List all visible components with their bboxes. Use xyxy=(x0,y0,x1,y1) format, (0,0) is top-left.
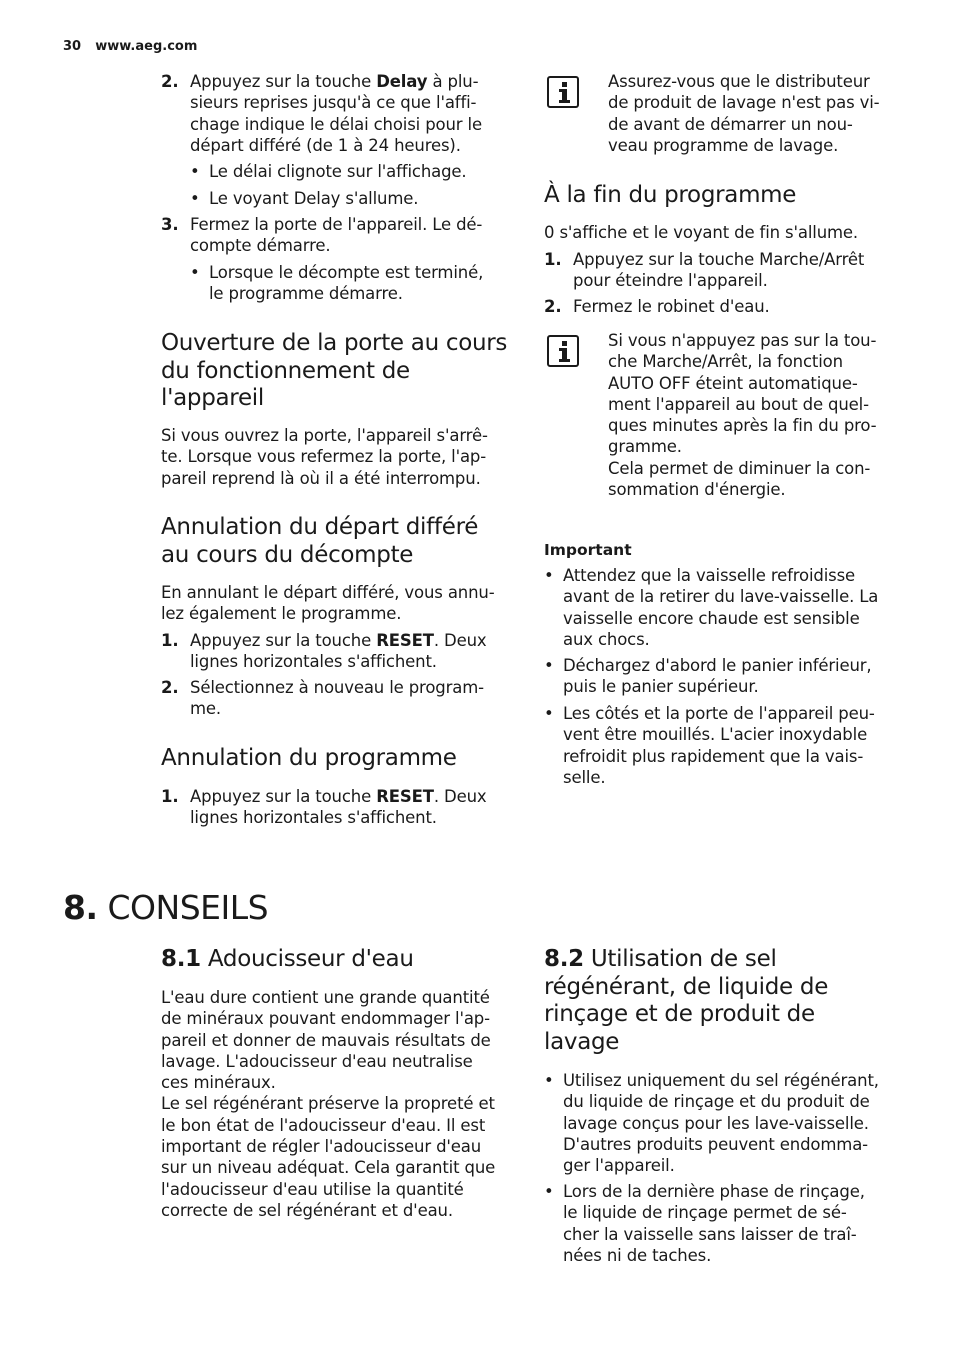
chapter-title: CONSEILS xyxy=(107,888,269,927)
info-note-auto-off: Si vous n'appuyez pas sur la tou- che Marche/Arrêt, la fonction AUTO OFF éteint automatique- ment l'appareil au bout de quel- ques minutes après la fin du pro- gramme. Cela permet de diminuer la con- sommation d'énergie. xyxy=(608,331,877,500)
important-bullet: • Attendez que la vaisselle refroidisse avant de la retirer du lave-vaisselle. La vaisselle encore chaude est sensible aux chocs. xyxy=(544,566,879,649)
bullet-text: Lorsque le décompte est terminé, xyxy=(209,263,484,282)
step-text-line: Appuyez sur la touche Delay à plu- xyxy=(190,72,479,91)
step-text-line: chage indique le délai choisi pour le xyxy=(190,114,482,134)
bullet-icon: • xyxy=(544,566,554,585)
step-3-close-door xyxy=(161,214,511,257)
section-title-cancel-program: Annulation du programme xyxy=(161,745,457,771)
bullet-item xyxy=(190,262,510,305)
step-number: 3. xyxy=(161,215,179,234)
important-bullet: • Les côtés et la porte de l'appareil peu- vent être mouillés. L'acier inoxydable refroidit plus rapidement que la vais- selle. xyxy=(544,704,875,787)
step-number: 1. xyxy=(161,631,179,650)
section-body-open-door: Si vous ouvrez la porte, l'appareil s'arrê- te. Lorsque vous refermez la porte, l'ap- pareil reprend là où il a été interrompu. xyxy=(161,426,488,488)
bullet-icon: • xyxy=(190,263,200,282)
section-title-cancel-delay: Annulation du départ différé au cours du décompte xyxy=(161,514,479,568)
step-2-delay xyxy=(161,71,511,156)
subsection-title-8-2: 8.2 Utilisation de sel régénérant, de liquide de rinçage et de produit de lavage xyxy=(544,946,829,1055)
subsection-body-8-1: L'eau dure contient une grande quantité de minéraux pouvant endommager l'ap- pareil et donner de mauvais résultats de lavage. L'adoucisseur d'eau neutralise ces minéraux. Le sel régénérant préserve la propreté et le bon état de l'adoucisseur d'eau. Il est important de régler l'adoucisseur d'eau sur un niveau adéquat. Cela garantit que l'adoucisseur d'eau utilise la quantité correcte de sel régénérant et d'eau. xyxy=(161,988,496,1220)
section-title-end-program: À la fin du programme xyxy=(544,182,797,208)
step-number: 2. xyxy=(161,678,179,697)
end-program-step-1: 1. Appuyez sur la touche Marche/Arrêt pour éteindre l'appareil. xyxy=(544,250,865,291)
subsection-title: Adoucisseur d'eau xyxy=(207,946,414,972)
bullet-text: Le voyant Delay s'allume. xyxy=(209,189,419,208)
important-label: Important xyxy=(544,541,632,559)
section-title-open-door: Ouverture de la porte au cours du fonctionnement de l'appareil xyxy=(161,330,508,411)
subsection-title-8-1 xyxy=(161,946,414,974)
subsection-number: 8.1 xyxy=(161,946,201,972)
info-note-detergent: Assurez-vous que le distributeur de produit de lavage n'est pas vi- de avant de démarrer un nou- veau programme de lavage. xyxy=(608,72,880,155)
subsection-8-2-bullet: • Utilisez uniquement du sel régénérant, du liquide de rinçage et du produit de lavage conçus pour les lave-vaisselle. D'autres produits peuvent endomma- ger l'appareil. xyxy=(544,1071,879,1176)
important-bullet: • Déchargez d'abord le panier inférieur, puis le panier supérieur. xyxy=(544,656,872,697)
bullet-text: Le délai clignote sur l'affichage. xyxy=(209,162,467,181)
bullet-icon: • xyxy=(190,189,200,208)
step-text-line: compte démarre. xyxy=(190,236,331,256)
website-url: www.aeg.com xyxy=(95,39,198,54)
step-text-line: Fermez la porte de l'appareil. Le dé- xyxy=(190,215,483,234)
cancel-delay-step-1: 1. Appuyez sur la touche RESET. Deux lignes horizontales s'affichent. xyxy=(161,631,487,672)
info-icon xyxy=(547,76,579,108)
page-header xyxy=(63,39,197,55)
end-program-intro: 0 s'affiche et le voyant de fin s'allume. xyxy=(544,223,859,242)
bullet-item xyxy=(190,188,510,209)
chapter-number: 8. xyxy=(63,888,98,927)
bullet-icon: • xyxy=(544,1182,554,1201)
page-number: 30 xyxy=(63,39,82,54)
info-icon xyxy=(547,335,579,367)
end-program-step-2: 2. Fermez le robinet d'eau. xyxy=(544,297,770,316)
section-body-cancel-delay: En annulant le départ différé, vous annu- lez également le programme. xyxy=(161,583,495,624)
subsection-number: 8.2 xyxy=(544,946,584,972)
step-text-line: départ différé (de 1 à 24 heures). xyxy=(190,135,461,155)
reset-key-label: RESET xyxy=(376,631,434,650)
step-number: 2. xyxy=(544,297,562,316)
bullet-text: le programme démarre. xyxy=(209,284,403,304)
cancel-program-step-1: 1. Appuyez sur la touche RESET. Deux lignes horizontales s'affichent. xyxy=(161,787,487,828)
step-text-line: sieurs reprises jusqu'à ce que l'affi- xyxy=(190,93,477,113)
cancel-delay-step-2: 2. Sélectionnez à nouveau le program- me. xyxy=(161,678,484,719)
bullet-icon: • xyxy=(190,162,200,181)
bullet-icon: • xyxy=(544,704,554,723)
chapter-heading xyxy=(63,888,268,928)
step-number: 1. xyxy=(161,787,179,806)
bullet-icon: • xyxy=(544,656,554,675)
bullet-item xyxy=(190,161,510,182)
bullet-icon: • xyxy=(544,1071,554,1090)
step-number: 2. xyxy=(161,72,179,91)
subsection-8-2-bullet: • Lors de la dernière phase de rinçage, le liquide de rinçage permet de sé- cher la vaisselle sans laisser de traî- nées ni de taches. xyxy=(544,1182,865,1265)
step-number: 1. xyxy=(544,250,562,269)
reset-key-label: RESET xyxy=(376,787,434,806)
